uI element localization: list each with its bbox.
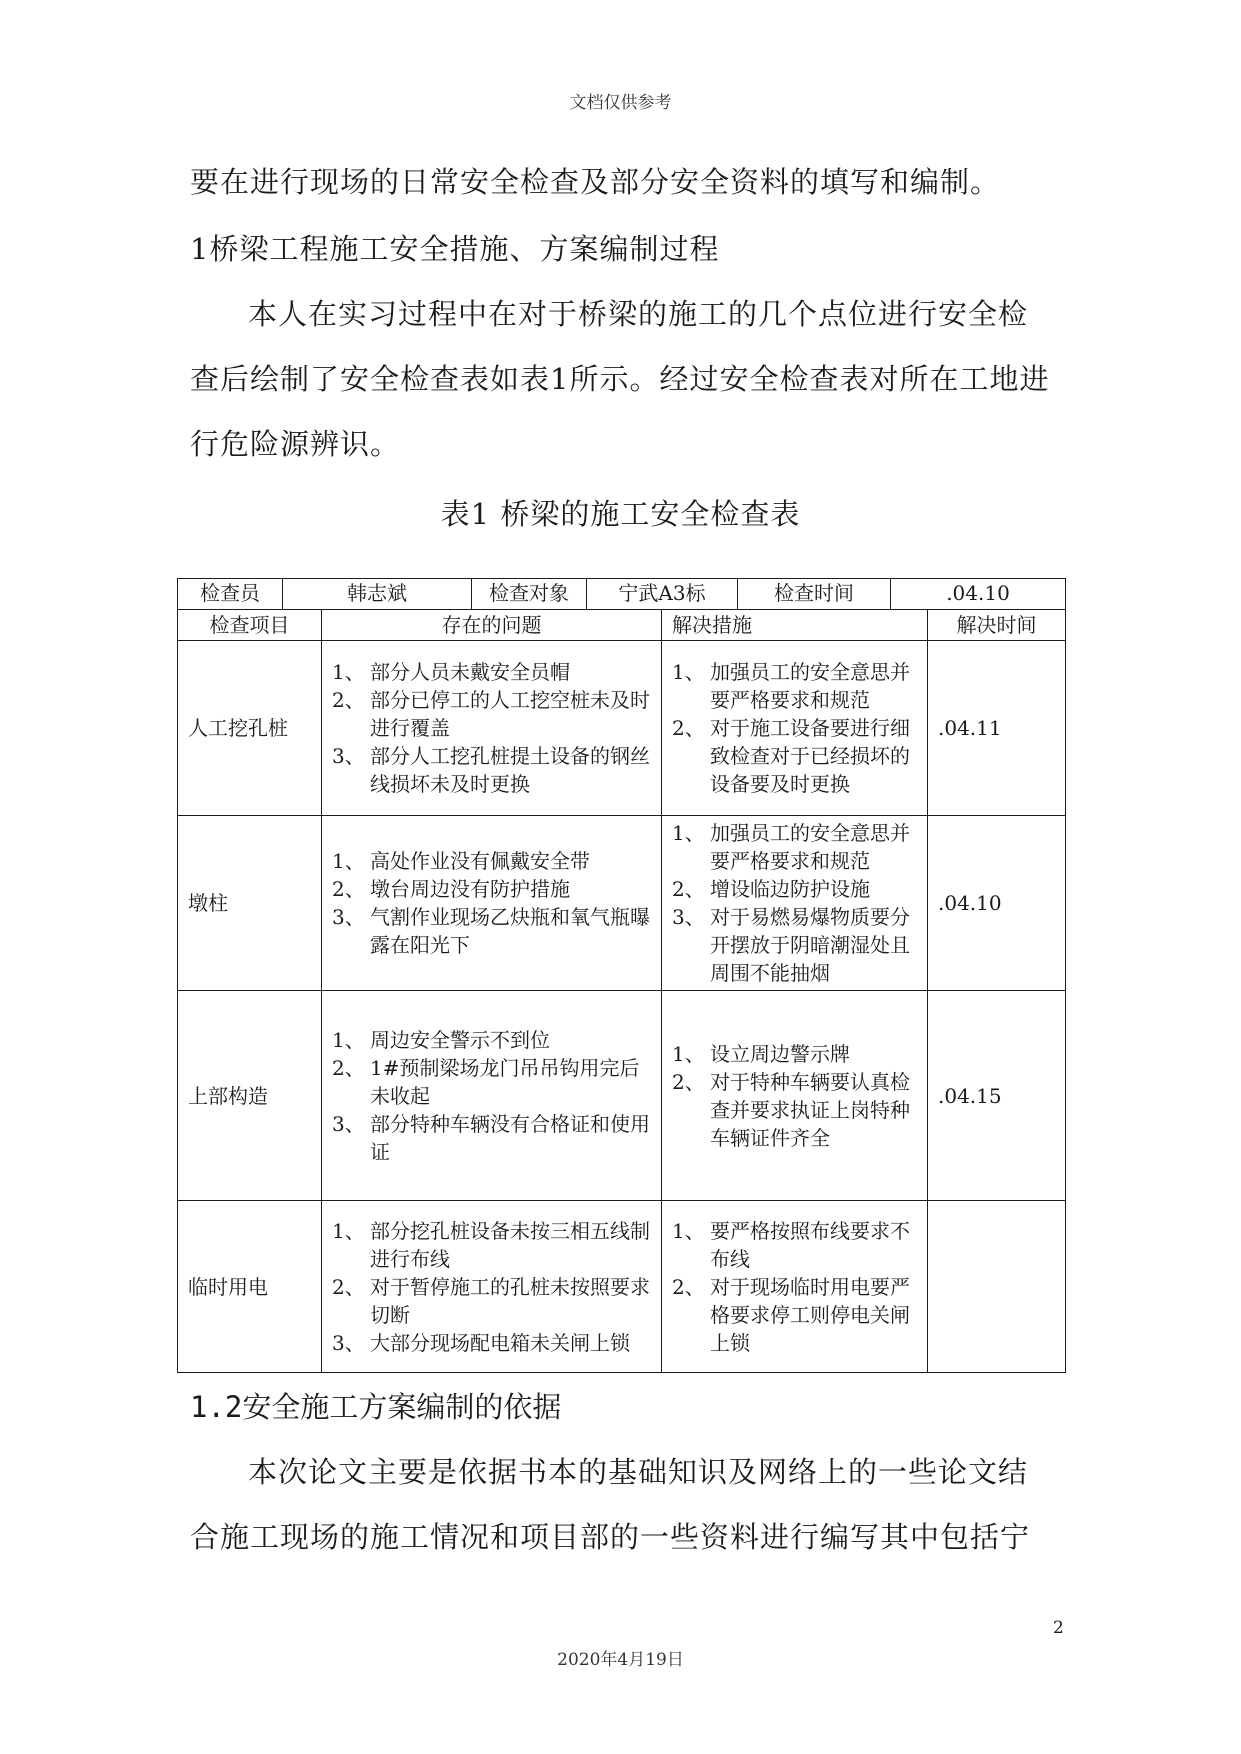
list-item-number: 1、 — [332, 1218, 365, 1243]
list-item — [672, 714, 917, 798]
list-item — [332, 847, 651, 875]
list-item-number: 2、 — [332, 877, 365, 901]
list-item-text: 部分人员未戴安全员帽 — [370, 660, 570, 684]
list-item — [672, 819, 917, 875]
numbered-list — [672, 658, 917, 798]
page-header: 文档仅供参考 — [569, 93, 672, 113]
list-item — [332, 1329, 651, 1357]
numbered-list — [672, 1217, 917, 1357]
list-item-text: 部分特种车辆没有合格证和使用证 — [370, 1111, 650, 1164]
inspector-value: 韩志斌 — [283, 579, 472, 609]
time-value: .04.10 — [946, 581, 1010, 605]
list-item — [672, 658, 917, 714]
list-item-text: 气割作业现场乙炔瓶和氧气瓶曝露在阳光下 — [370, 905, 650, 957]
list-item-text: 要严格按照布线要求不布线 — [710, 1218, 910, 1271]
paragraph-2-line-1: 本人在实习过程中在对于桥梁的施工的几个点位进行安全检 — [248, 297, 1029, 331]
list-item — [672, 1217, 917, 1273]
paragraph-2-line-3: 行危险源辨识。 — [190, 427, 401, 461]
page-number: 2 — [1053, 1618, 1064, 1638]
list-item-text: 1#预制梁场龙门吊吊钩用完后未收起 — [370, 1055, 640, 1108]
numbered-list — [672, 819, 917, 987]
measures-cell — [662, 1201, 928, 1373]
col-header-item: 检查项目 — [178, 610, 322, 641]
table-row — [178, 1201, 1066, 1373]
list-item-text: 大部分现场配电箱未关闸上锁 — [370, 1330, 630, 1355]
safety-inspection-table — [177, 578, 1066, 1373]
list-item-text: 高处作业没有佩戴安全带 — [370, 849, 590, 873]
problems-cell — [322, 816, 662, 991]
list-item — [332, 1273, 651, 1329]
list-item — [332, 686, 651, 742]
list-item-number: 1、 — [672, 821, 705, 845]
list-item — [332, 1026, 651, 1054]
list-item-text: 部分人工挖孔桩提土设备的钢丝线损坏未及时更换 — [370, 744, 650, 796]
list-item-text: 周边安全警示不到位 — [370, 1027, 550, 1052]
list-item-text: 墩台周边没有防护措施 — [370, 877, 570, 901]
list-item-text: 加强员工的安全意思并要严格要求和规范 — [710, 821, 910, 873]
list-item — [332, 1110, 651, 1166]
list-item — [332, 1217, 651, 1273]
list-item-text: 设立周边警示牌 — [710, 1041, 850, 1066]
inspection-item: 上部构造 — [178, 991, 322, 1201]
numbered-list — [332, 1217, 651, 1357]
list-item — [332, 903, 651, 959]
table-row — [178, 641, 1066, 816]
list-item — [672, 1068, 917, 1152]
list-item — [672, 1040, 917, 1068]
list-item-text: 加强员工的安全意思并要严格要求和规范 — [710, 660, 910, 712]
object-label: 检查对象 — [472, 579, 587, 609]
problems-cell — [322, 991, 662, 1201]
list-item-number: 1、 — [672, 660, 705, 684]
section-heading-1: 1桥梁工程施工安全措施、方案编制过程 — [190, 232, 720, 266]
list-item-number: 2、 — [332, 688, 365, 712]
list-item-text: 对于暂停施工的孔桩未按照要求切断 — [370, 1274, 650, 1327]
col-header-date: 解决时间 — [928, 610, 1066, 641]
paragraph-3-line-1: 本次论文主要是依据书本的基础知识及网络上的一些论文结 — [248, 1455, 1029, 1489]
list-item — [672, 1273, 917, 1357]
measures-cell — [662, 991, 928, 1201]
footer-date: 2020年4月19日 — [557, 1650, 684, 1670]
list-item — [672, 875, 917, 903]
time-label: 检查时间 — [738, 579, 891, 609]
list-item-text: 部分已停工的人工挖空桩未及时进行覆盖 — [370, 688, 650, 740]
inspection-item: 临时用电 — [178, 1201, 322, 1373]
list-item-number: 1、 — [672, 1218, 705, 1243]
numbered-list — [672, 1040, 917, 1152]
list-item-number: 2、 — [332, 1055, 365, 1080]
list-item-number: 1、 — [332, 849, 365, 873]
inspection-item: 墩柱 — [178, 816, 322, 991]
col-header-measures: 解决措施 — [662, 610, 928, 641]
measures-cell — [662, 641, 928, 816]
table-row — [178, 991, 1066, 1201]
list-item-number: 3、 — [332, 744, 365, 768]
problems-cell — [322, 641, 662, 816]
resolution-date: .04.15 — [928, 991, 1066, 1201]
inspection-item: 人工挖孔桩 — [178, 641, 322, 816]
list-item-number: 1、 — [672, 1041, 705, 1066]
list-item-number: 2、 — [672, 877, 705, 901]
paragraph-3-line-2: 合施工现场的施工情况和项目部的一些资料进行编写其中包括宁 — [190, 1520, 1031, 1554]
list-item-number: 2、 — [332, 1274, 365, 1299]
table-info-row — [178, 579, 1066, 610]
list-item — [332, 742, 651, 798]
list-item-number: 2、 — [672, 1069, 705, 1094]
table-header-row — [178, 610, 1066, 641]
numbered-list — [332, 1026, 651, 1166]
section-heading-2: 1.2安全施工方案编制的依据 — [190, 1390, 562, 1424]
list-item-number: 3、 — [332, 1330, 365, 1355]
list-item-number: 3、 — [672, 905, 705, 929]
table-row — [178, 816, 1066, 991]
list-item-text: 增设临边防护设施 — [710, 877, 870, 901]
list-item-text: 部分挖孔桩设备未按三相五线制进行布线 — [370, 1218, 650, 1271]
list-item — [332, 875, 651, 903]
list-item — [332, 658, 651, 686]
measures-cell — [662, 816, 928, 991]
list-item-number: 3、 — [332, 1111, 365, 1136]
list-item-text: 对于易燃易爆物质要分开摆放于阴暗潮湿处且周围不能抽烟 — [710, 905, 910, 985]
object-value: 宁武A3标 — [587, 579, 738, 609]
list-item-number: 3、 — [332, 905, 365, 929]
paragraph-1: 要在进行现场的日常安全检查及部分安全资料的填写和编制。 — [190, 165, 1001, 199]
list-item-number: 2、 — [672, 1274, 705, 1299]
numbered-list — [332, 847, 651, 959]
table-title: 表1 桥梁的施工安全检查表 — [440, 497, 801, 531]
list-item-number: 2、 — [672, 716, 705, 740]
list-item-text: 对于现场临时用电要严格要求停工则停电关闸上锁 — [710, 1274, 910, 1355]
numbered-list — [332, 658, 651, 798]
problems-cell — [322, 1201, 662, 1373]
inspector-label: 检查员 — [178, 579, 283, 609]
list-item — [672, 903, 917, 987]
resolution-date — [928, 1201, 1066, 1373]
list-item — [332, 1054, 651, 1110]
resolution-date: .04.11 — [928, 641, 1066, 816]
list-item-number: 1、 — [332, 1027, 365, 1052]
list-item-text: 对于施工设备要进行细致检查对于已经损坏的设备要及时更换 — [710, 716, 910, 796]
col-header-problems: 存在的问题 — [322, 610, 662, 641]
paragraph-2-line-2: 查后绘制了安全检查表如表1所示。经过安全检查表对所在工地进 — [190, 362, 1050, 396]
resolution-date: .04.10 — [928, 816, 1066, 991]
list-item-number: 1、 — [332, 660, 365, 684]
list-item-text: 对于特种车辆要认真检查并要求执证上岗特种车辆证件齐全 — [710, 1069, 910, 1150]
